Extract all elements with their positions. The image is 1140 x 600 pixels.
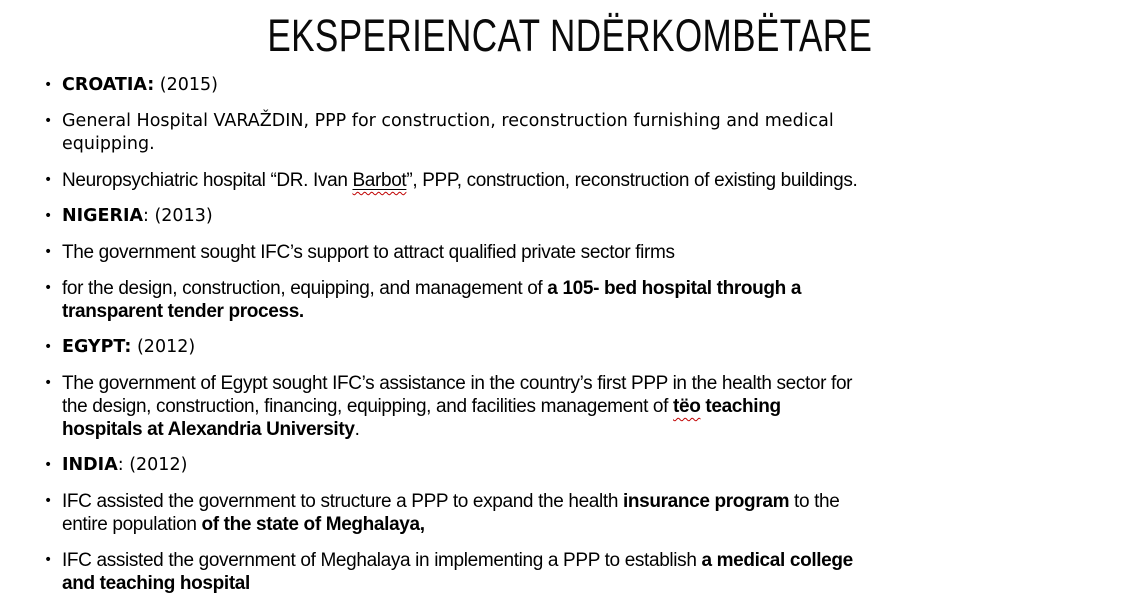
text-segment: ”, PPP, construction, reconstruction of existing buildings.: [406, 170, 858, 191]
text-segment: EGYPT:: [62, 337, 132, 357]
text-segment: CROATIA:: [62, 75, 155, 95]
bullet-marker-icon: •: [44, 552, 53, 568]
bullet-text: [62, 372, 1114, 441]
text-segment: the design, construction, financing, equipping, and facilities management of: [62, 396, 674, 417]
text-segment: hospitals at Alexandria University: [62, 419, 355, 440]
text-segment: : (2012): [117, 455, 188, 475]
text-segment: teaching: [700, 396, 781, 417]
bullet-text: [62, 490, 1114, 536]
bullet-item: [44, 372, 1114, 441]
text-segment: Neuropsychiatric hospital “DR. Ivan: [62, 170, 353, 191]
text-segment: for the design, construction, equipping, and management of: [62, 278, 548, 299]
text-segment: [352, 170, 406, 191]
text-segment: insurance program: [622, 491, 790, 512]
text-segment: to the: [789, 491, 840, 512]
text-segment: transparent tender process.: [62, 301, 304, 322]
text-segment: (2012): [131, 337, 196, 357]
bullet-item: [44, 205, 1114, 228]
text-segment: The government sought IFC’s support to attract qualified private sector firms: [62, 242, 675, 263]
misspelled-word: tëo: [673, 396, 701, 417]
bullet-text: [62, 336, 1114, 359]
bullet-marker-icon: •: [44, 280, 53, 296]
text-segment: General Hospital VARAŽDIN, PPP for construction, reconstruction furnishing and medical: [62, 111, 834, 131]
text-segment: .: [354, 419, 360, 440]
bullet-marker-icon: •: [44, 113, 53, 129]
bullet-item: [44, 490, 1114, 536]
text-segment: IFC assisted the government to structure a PPP to expand the health: [62, 491, 623, 512]
bullet-marker-icon: •: [44, 208, 53, 224]
bullet-text: [62, 454, 1114, 477]
bullet-marker-icon: •: [44, 172, 53, 188]
bullet-marker-icon: •: [44, 77, 53, 93]
bullet-marker-icon: •: [44, 375, 53, 391]
bullet-item: [44, 169, 1114, 192]
text-segment: of the state of Meghalaya,: [201, 514, 425, 535]
bullet-item: [44, 549, 1114, 595]
misspelled-word: Barbot: [352, 170, 407, 191]
bullet-item: [44, 241, 1114, 264]
bullet-marker-icon: •: [44, 339, 53, 355]
slide-title: EKSPERIENCAT NDËRKOMBËTARE: [267, 10, 873, 61]
bullet-text: [62, 241, 1114, 264]
bullet-text: [62, 110, 1114, 156]
text-segment: entire population: [62, 514, 202, 535]
text-segment: a 105- bed hospital through a: [547, 278, 802, 299]
bullet-text: [62, 277, 1114, 323]
bullet-text: [62, 549, 1114, 595]
text-segment: The government of Egypt sought IFC’s assistance in the country’s first PPP in the health sector for: [62, 373, 853, 394]
bullet-item: [44, 110, 1114, 156]
text-segment: : (2013): [143, 206, 213, 226]
bullet-marker-icon: •: [44, 244, 53, 260]
text-segment: and teaching hospital: [62, 573, 250, 594]
bullet-text: [62, 169, 1114, 192]
bullet-item: [44, 74, 1114, 97]
bullet-item: [44, 336, 1114, 359]
bullet-marker-icon: •: [44, 457, 53, 473]
text-segment: IFC assisted the government of Meghalaya in implementing a PPP to establish: [62, 550, 702, 571]
slide-title-area: [0, 8, 1140, 66]
text-segment: NIGERIA: [62, 206, 144, 226]
text-segment: (2015): [154, 75, 218, 95]
bullet-list: [0, 66, 1140, 595]
bullet-text: [62, 205, 1114, 228]
bullet-marker-icon: •: [44, 493, 53, 509]
bullet-item: [44, 454, 1114, 477]
text-segment: INDIA: [62, 455, 118, 475]
text-segment: [673, 396, 700, 417]
bullet-text: [62, 74, 1114, 97]
text-segment: a medical college: [701, 550, 853, 571]
text-segment: equipping.: [62, 134, 155, 154]
bullet-item: [44, 277, 1114, 323]
